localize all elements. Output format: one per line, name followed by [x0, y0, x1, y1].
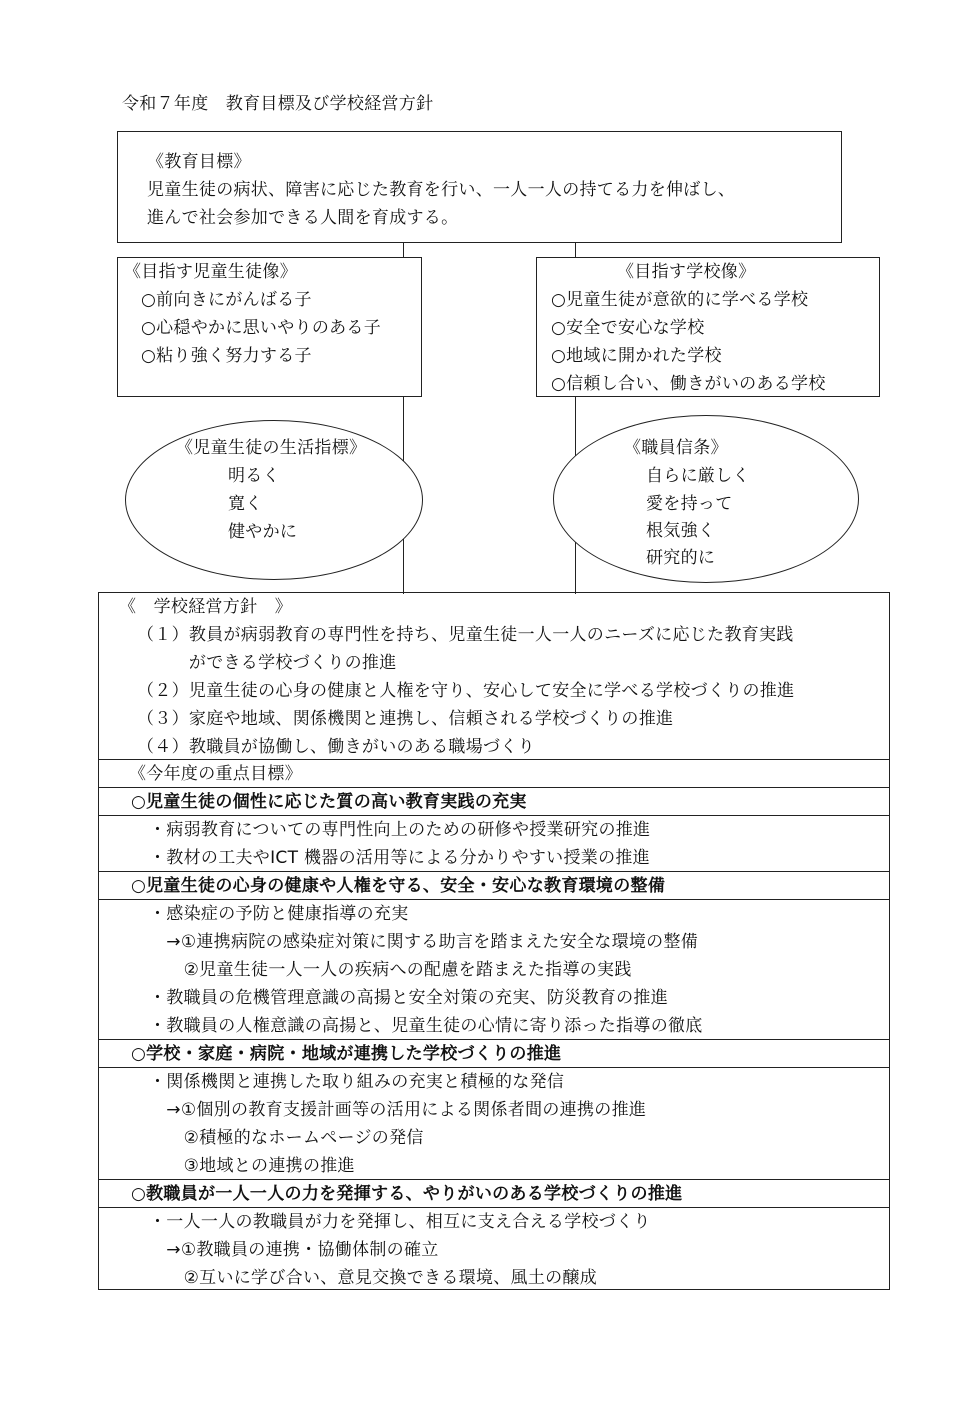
priority-section-title-row [98, 787, 890, 816]
priority-line: ・関係機関と連携した取り組みの充実と積極的な発信 [149, 1072, 565, 1092]
ideal-student-item: ○前向きにがんばる子 [141, 290, 312, 310]
priority-section-title-row [98, 871, 890, 900]
ideal-student-item: ○粘り強く努力する子 [141, 346, 312, 366]
priority-line: ②児童生徒一人一人の疾病への配慮を踏まえた指導の実践 [149, 960, 632, 980]
management-policy-item: （２）児童生徒の心身の健康と人権を守り、安心して安全に学べる学校づくりの推進 [137, 681, 795, 701]
priority-line: ・教職員の人権意識の高揚と、児童生徒の心情に寄り添った指導の徹底 [149, 1016, 703, 1036]
life-guidelines-item: 寛く [228, 494, 263, 514]
staff-creed-item: 根気強く [646, 521, 716, 541]
education-goal-box [117, 131, 842, 243]
priority-line: →①個別の教育支援計画等の活用による関係者間の連携の推進 [149, 1100, 647, 1120]
priority-goals-heading: 《今年度の重点目標》 [129, 764, 302, 784]
ideal-school-item: ○信頼し合い、働きがいのある学校 [551, 374, 826, 394]
priority-line: ・病弱教育についての専門性向上のための研修や授業研究の推進 [149, 820, 651, 840]
page-title: 令和７年度 教育目標及び学校経営方針 [122, 94, 434, 114]
priority-section-body [98, 899, 890, 1040]
staff-creed-item: 愛を持って [646, 494, 733, 514]
priority-section-body [98, 1207, 890, 1290]
education-goal-line: 児童生徒の病状、障害に応じた教育を行い、一人一人の持てる力を伸ばし、 [147, 180, 736, 200]
life-guidelines-ellipse [125, 420, 423, 580]
priority-line: ・教職員の危機管理意識の高揚と安全対策の充実、防災教育の推進 [149, 988, 668, 1008]
priority-section-body [98, 815, 890, 872]
ideal-school-box [536, 257, 880, 397]
priority-section-title: ○教職員が一人一人の力を発揮する、やりがいのある学校づくりの推進 [131, 1184, 683, 1204]
priority-section-title-row [98, 1179, 890, 1208]
priority-line: ・教材の工夫やICT 機器の活用等による分かりやすい授業の推進 [149, 848, 650, 868]
priority-section-title: ○児童生徒の心身の健康や人権を守る、安全・安心な教育環境の整備 [131, 876, 666, 896]
staff-creed-ellipse [553, 415, 859, 583]
life-guidelines-item: 明るく [228, 466, 280, 486]
life-guidelines-item: 健やかに [228, 522, 298, 542]
ideal-school-item: ○安全で安心な学校 [551, 318, 705, 338]
ideal-student-item: ○心穏やかに思いやりのある子 [141, 318, 382, 338]
management-policy-heading: 《 学校経営方針 》 [119, 597, 292, 617]
priority-line: ②積極的なホームページの発信 [149, 1128, 424, 1148]
management-policy-item: （３）家庭や地域、関係機関と連携し、信頼される学校づくりの推進 [137, 709, 674, 729]
priority-section-body [98, 1067, 890, 1180]
priority-section-title: ○児童生徒の個性に応じた質の高い教育実践の充実 [131, 792, 527, 812]
ideal-school-item: ○児童生徒が意欲的に学べる学校 [551, 290, 809, 310]
staff-creed-item: 研究的に [646, 548, 716, 568]
priority-line: →①連携病院の感染症対策に関する助言を踏まえた安全な環境の整備 [149, 932, 699, 952]
education-goal-line: 進んで社会参加できる人間を育成する。 [147, 208, 459, 228]
education-goal-heading: 《教育目標》 [147, 152, 251, 172]
ideal-student-heading: 《目指す児童生徒像》 [124, 262, 297, 282]
priority-section-title-row [98, 1039, 890, 1068]
management-policy-item: （１）教員が病弱教育の専門性を持ち、児童生徒一人一人のニーズに応じた教育実践 [137, 625, 794, 645]
priority-section-title: ○学校・家庭・病院・地域が連携した学校づくりの推進 [131, 1044, 562, 1064]
priority-goals-heading-row [98, 759, 890, 788]
priority-line: ②互いに学び合い、意見交換できる環境、風土の醸成 [149, 1268, 598, 1288]
priority-line: →①教職員の連携・協働体制の確立 [149, 1240, 439, 1260]
management-policy-item: ができる学校づくりの推進 [137, 653, 397, 673]
management-policy-item: （４）教職員が協働し、働きがいのある職場づくり [137, 737, 535, 757]
life-guidelines-heading: 《児童生徒の生活指標》 [176, 438, 367, 458]
priority-line: ・感染症の予防と健康指導の充実 [149, 904, 409, 924]
priority-line: ③地域との連携の推進 [149, 1156, 355, 1176]
ideal-school-heading: 《目指す学校像》 [617, 262, 756, 282]
priority-line: ・一人一人の教職員が力を発揮し、相互に支え合える学校づくり [149, 1212, 651, 1232]
staff-creed-heading: 《職員信条》 [624, 438, 728, 458]
management-policy-section [98, 592, 890, 760]
ideal-student-box [117, 257, 422, 397]
ideal-school-item: ○地域に開かれた学校 [551, 346, 722, 366]
staff-creed-item: 自らに厳しく [646, 466, 750, 486]
